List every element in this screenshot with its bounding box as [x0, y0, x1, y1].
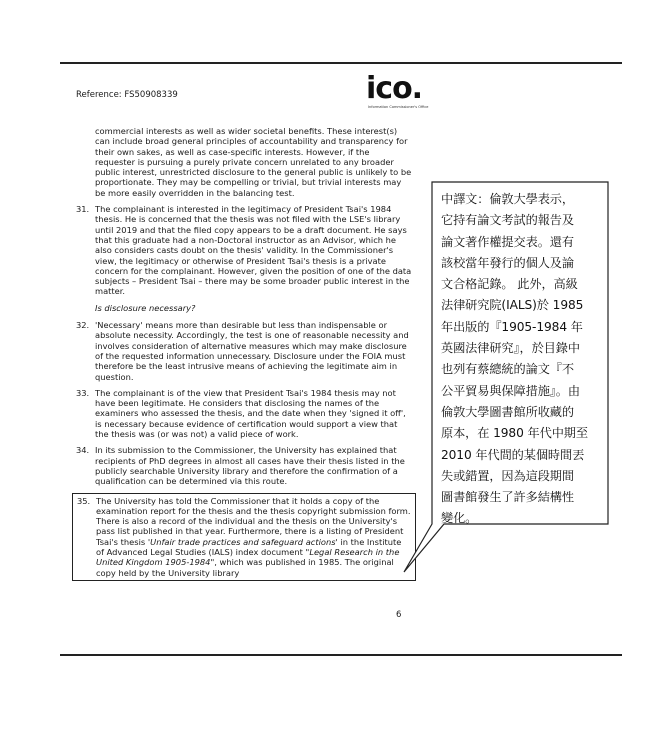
callout-line: 2010 年代間的某個時間丟: [441, 447, 585, 462]
bottom-rule: [60, 654, 622, 656]
thesis-title: 'Unfair trade practices and safeguard actions': [147, 536, 338, 547]
intro-text: commercial interests as well as wider societal benefits. These interest(s) can include broad general principles of accountability and transparency for their own sakes, as well as case-specific interests. However, if the requester is pursuing a purely private concern unrelated to any broader public interest, unrestricted disclosure to the general public is unlikely to be proportionate. They may be compelling or trivial, but trivial interests may be more easily overridden in the balancing test.: [95, 126, 412, 198]
callout-line: 原本，在 1980 年代中期至: [441, 426, 588, 441]
callout-line: 倫敦大學圖書館所收藏的: [441, 404, 574, 419]
paragraph-text: In its submission to the Commissioner, the University has explained that recipients of PhD degrees in almost all cases have their thesis listed in the publicly searchable University library and therefore the confirmation of a qualification can be determined via this route.: [95, 445, 405, 487]
paragraph-text: The complainant is of the view that President Tsai's 1984 thesis may not have been legitimate. He considers that disclosing the names of the examiners who assessed the thesis, and the date when they 'signed it off', is necessary because evidence of certification would support a view that the thesis was (or was not) a valid piece of work.: [95, 387, 406, 440]
paragraph-text-a: The University has told the Commissioner that it holds a copy of the examination report for the thesis and the thesis copyright submission form. There is also a record of the individual and the thesis on the University's pass list published in that year. Furthermore, there is a listing of President Tsai's thesis: [96, 495, 411, 547]
paragraph-text: 'Necessary' means more than desirable but less than indispensable or absolute necessity. Accordingly, the test is one of reasonable necessity and involves consideration of alternative measures which may make disclosure of the requested information unnecessary. Disclosure under the FOIA must therefore be the least intrusive means of achieving the legitimate aim in question.: [95, 320, 409, 382]
callout-line: 也列有蔡總統的論文『不: [441, 362, 574, 377]
callout-line: 它持有論文考試的報告及: [441, 213, 574, 228]
logo-text: ico.: [366, 71, 423, 106]
callout-line: 該校當年發行的個人及論: [441, 255, 574, 270]
chinese-translation-callout: [432, 182, 608, 524]
index-document-title: "Legal Research in the United Kingdom 1905-1984": [96, 546, 400, 568]
callout-line: 年出版的『1905-1984 年: [441, 319, 583, 334]
paragraph-number: 33.: [76, 387, 90, 398]
section-heading: Is disclosure necessary?: [95, 302, 196, 313]
callout-line: 圖書館發生了許多結構性: [441, 490, 574, 505]
paragraph-text-b: in the Institute of Advanced Legal Studies (IALS) index document: [96, 536, 402, 557]
callout-line: 失或錯置，因為這段期間: [441, 468, 574, 483]
paragraph-number: 34.: [76, 445, 90, 456]
callout-line: 變化。: [441, 511, 478, 526]
callout-line: 中譯文：倫敦大學表示，: [441, 192, 574, 206]
paragraph-number: 31.: [76, 204, 90, 215]
paragraph-text-c: , which was published in 1985. The original copy held by the University library: [96, 557, 394, 578]
callout-line: 英國法律研究』，於目錄中: [441, 341, 580, 356]
paragraph-text: The complainant is interested in the legitimacy of President Tsai's 1984 thesis. He is concerned that the thesis was not filed with the LSE's library until 2019 and that the filed copy appears to be a draft document. He says that this graduate had a non-Doctoral instructor as an Advisor, which he also considers casts doubt on the thesis' validity. In the Commissioner's view, the legitimacy or otherwise of President Tsai's thesis is a private concern for the complainant. However, given the position of one of the data subjects – President Tsai – there may be some broader public interest in the matter.: [95, 204, 412, 297]
callout-line: 法律研究院(IALS)於 1985: [441, 298, 584, 313]
callout-line: 文合格記錄。 此外，高級: [441, 277, 578, 292]
callout-line: 公平貿易與保障措施』。由: [441, 383, 580, 398]
callout-line: 論文著作權提交表。還有: [441, 234, 574, 249]
page-number: 6: [396, 610, 402, 620]
paragraph-number: 32.: [76, 320, 90, 331]
paragraph-number: 35.: [77, 495, 91, 506]
reference-number: Reference: FS50908339: [76, 90, 178, 100]
logo-subtitle: Information Commissioner's Office: [368, 105, 429, 109]
